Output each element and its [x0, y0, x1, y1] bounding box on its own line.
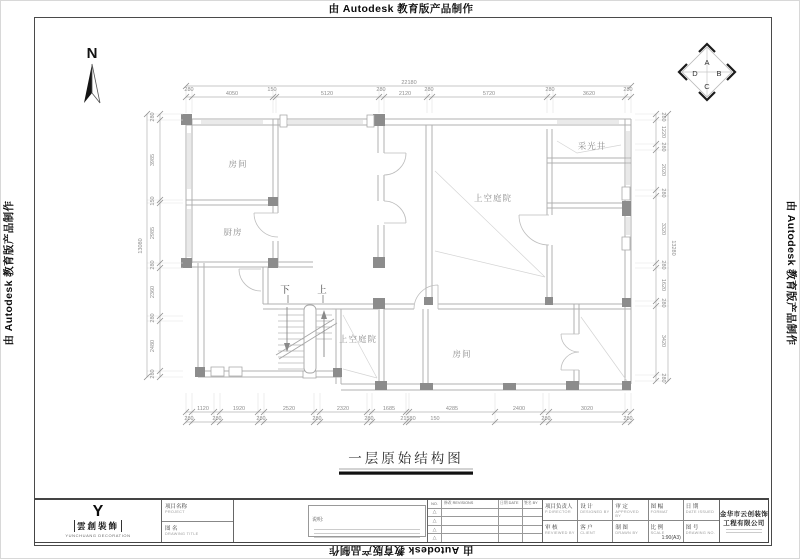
field-approved: 审 定 APPROVED BY — [613, 500, 648, 521]
dimension-text: 280 — [660, 260, 666, 270]
dimension-text: 280 — [623, 87, 633, 93]
north-arrow — [84, 45, 100, 103]
field-p-director: 项目负责人 P.DIRECTOR — [543, 500, 578, 521]
dimension-text: 3020 — [580, 406, 594, 412]
dimension-line — [147, 114, 183, 377]
dimension-text: 280 — [376, 87, 386, 93]
dimension-text: 2020 — [660, 163, 666, 177]
field-label-en: DRAWING TITLE — [165, 531, 199, 536]
dimension-line — [147, 114, 160, 377]
title-block — [34, 498, 769, 543]
marker-letter-b: B — [716, 69, 722, 78]
marker-letter-c: C — [704, 82, 710, 91]
dimension-text: 2480 — [150, 339, 156, 353]
title-underline-thick — [339, 472, 473, 475]
field-reviewed: 审 核 REVIEWED BY — [543, 521, 578, 542]
window-jambs — [211, 115, 630, 378]
dimension-text: 150 — [150, 196, 156, 206]
direction-marker-icon — [679, 44, 735, 100]
field-format: 图 幅 FORMAT — [649, 500, 684, 521]
signature-fields — [543, 500, 720, 542]
dimension-text: 280 — [660, 373, 666, 383]
dimension-text: 5120 — [320, 91, 334, 97]
autodesk-banner-bottom: 由 Autodesk 教育版产品制作 — [328, 544, 474, 556]
dimension-text: 2520 — [282, 406, 296, 412]
company-contact-line — [726, 529, 762, 530]
dimension-text: 4285 — [445, 406, 459, 412]
dimension-text: 13080 — [138, 238, 144, 254]
floor-plan-canvas — [1, 1, 800, 559]
dimension-text: 4050 — [225, 91, 239, 97]
revision-row — [428, 517, 542, 526]
field-label-cn: 项目名称 — [165, 504, 188, 510]
dimension-text: 21580 — [400, 416, 416, 422]
title-block-middle — [234, 500, 428, 542]
field-scale: 比 例 SCALE 1:90(A3) — [649, 521, 684, 542]
revision-row — [428, 526, 542, 535]
dimension-text: 13280 — [670, 240, 676, 256]
company-name-line1: 金华市云创装饰 — [719, 511, 769, 518]
dimension-text: 150 — [430, 416, 440, 422]
north-arrow-light-half — [92, 64, 100, 103]
dimension-text: 280 — [545, 87, 555, 93]
project-fields — [162, 500, 234, 542]
dimension-text: 3620 — [582, 91, 596, 97]
field-label-cn: 图 名 — [165, 525, 178, 532]
drawing-title — [339, 450, 473, 475]
dimension-text: 5720 — [482, 91, 496, 97]
page-title: 一层原始结构图 — [348, 451, 464, 466]
courtyard-main-label: 上空庭院 — [473, 193, 513, 203]
dimension-text: 280 — [150, 369, 156, 379]
north-label: N — [86, 45, 98, 62]
dimension-text: 280 — [623, 416, 633, 422]
dimension-text: 280 — [424, 87, 434, 93]
dimension-text: 22180 — [401, 80, 417, 86]
kitchen-label: 厨房 — [223, 227, 243, 237]
notes-line — [314, 533, 420, 534]
revision-row — [428, 534, 542, 542]
notes-line — [314, 537, 420, 538]
dimension-text: 1120 — [197, 406, 209, 412]
stair-down-label: 下 — [280, 285, 290, 296]
dimension-text: 280 — [660, 142, 666, 152]
dimension-text: 280 — [256, 416, 266, 422]
room-labels — [223, 141, 606, 359]
dimension-text: 280 — [660, 298, 666, 308]
dimension-text: 280 — [212, 416, 222, 422]
rev-col-desc: 修改 REVISIONS — [442, 500, 499, 508]
company-name-line2: 工程有限公司 — [723, 520, 765, 527]
logo-name: 雲創裝飾 — [74, 520, 122, 532]
drawing-title-field — [162, 522, 233, 543]
light-well-label: 采光井 — [577, 141, 607, 151]
notes-label: 说明: — [312, 517, 324, 523]
revision-table — [428, 500, 543, 542]
dimension-text: 2985 — [150, 226, 156, 240]
courtyard-small-label: 上空庭院 — [338, 334, 378, 344]
north-arrow-dark-half — [84, 64, 92, 103]
autodesk-banner-top: 由 Autodesk 教育版产品制作 — [328, 3, 474, 15]
marker-letter-d: D — [692, 69, 698, 78]
dimension-text: 3420 — [660, 334, 666, 348]
notes-box — [308, 505, 426, 537]
company-logo — [35, 500, 162, 542]
dimension-text: 280 — [150, 112, 156, 122]
field-date: 日 期 DATE ISSUED — [684, 500, 719, 521]
wall-lines — [186, 119, 631, 390]
dimension-text: 280 — [364, 416, 374, 422]
staircase — [276, 295, 337, 373]
dimension-text: 280 — [150, 313, 156, 323]
dimension-text: 3985 — [150, 153, 156, 167]
dimension-text: 280 — [312, 416, 322, 422]
window-lines — [188, 121, 629, 257]
rev-col-date: 日期 DATE — [499, 500, 523, 508]
stair-up-label: 上 — [317, 285, 327, 296]
dimension-text: 280 — [184, 416, 194, 422]
void-lines — [343, 141, 627, 381]
logo-subtitle: YUNCHUANG DECORATION — [65, 532, 131, 538]
dimension-text: 1685 — [382, 406, 396, 412]
rev-col-by: 签名 BY — [524, 501, 538, 506]
revision-triangle-icon: △ — [428, 509, 442, 517]
marker-letter-a: A — [704, 58, 710, 67]
dimension-text: 280 — [184, 87, 194, 93]
dimension-text: 280 — [150, 260, 156, 270]
dimension-text: 3320 — [660, 222, 666, 236]
floor-plan-walls — [181, 114, 631, 390]
field-client: 客 户 CLIENT — [578, 521, 613, 542]
field-drawn: 制 图 DRAWN BY — [613, 521, 648, 542]
revision-triangle-icon: △ — [428, 517, 442, 525]
field-drawing-no: 图 号 DRAWING NO. — [685, 524, 716, 535]
autodesk-banner-left: 由 Autodesk 教育版产品制作 — [3, 200, 15, 346]
field-designed: 设 计 DESIGNED BY — [578, 500, 613, 521]
dimension-text: 150 — [267, 87, 277, 93]
dimension-text: 1920 — [232, 406, 246, 412]
field-label-en: PROJECT — [165, 510, 185, 514]
notes-line — [314, 529, 420, 530]
dimension-text: 2360 — [150, 285, 156, 299]
revision-triangle-icon: △ — [428, 534, 442, 542]
company-contact-line — [726, 532, 762, 533]
rev-col-no: NO. — [428, 500, 442, 508]
dimension-text: 1620 — [660, 278, 666, 292]
dimension-text: 1220 — [660, 125, 666, 139]
scale-value: 1:90(A3) — [661, 535, 681, 541]
revision-header — [428, 500, 542, 509]
room-bottom-label: 房间 — [452, 349, 472, 359]
dimension-text: 2400 — [512, 406, 526, 412]
autodesk-banner-right: 由 Autodesk 教育版产品制作 — [785, 200, 797, 346]
dimension-text: 280 — [541, 416, 551, 422]
dimension-text: 2120 — [398, 91, 412, 97]
dimension-text: 280 — [660, 188, 666, 198]
room-label: 房间 — [228, 159, 248, 169]
project-name-field — [162, 500, 233, 522]
company-name-box — [720, 500, 768, 542]
dimension-text: 280 — [660, 112, 666, 122]
revision-triangle-icon: △ — [428, 526, 442, 534]
dimension-text: 2320 — [336, 406, 350, 412]
revision-row — [428, 509, 542, 518]
logo-icon: Y — [92, 502, 104, 520]
